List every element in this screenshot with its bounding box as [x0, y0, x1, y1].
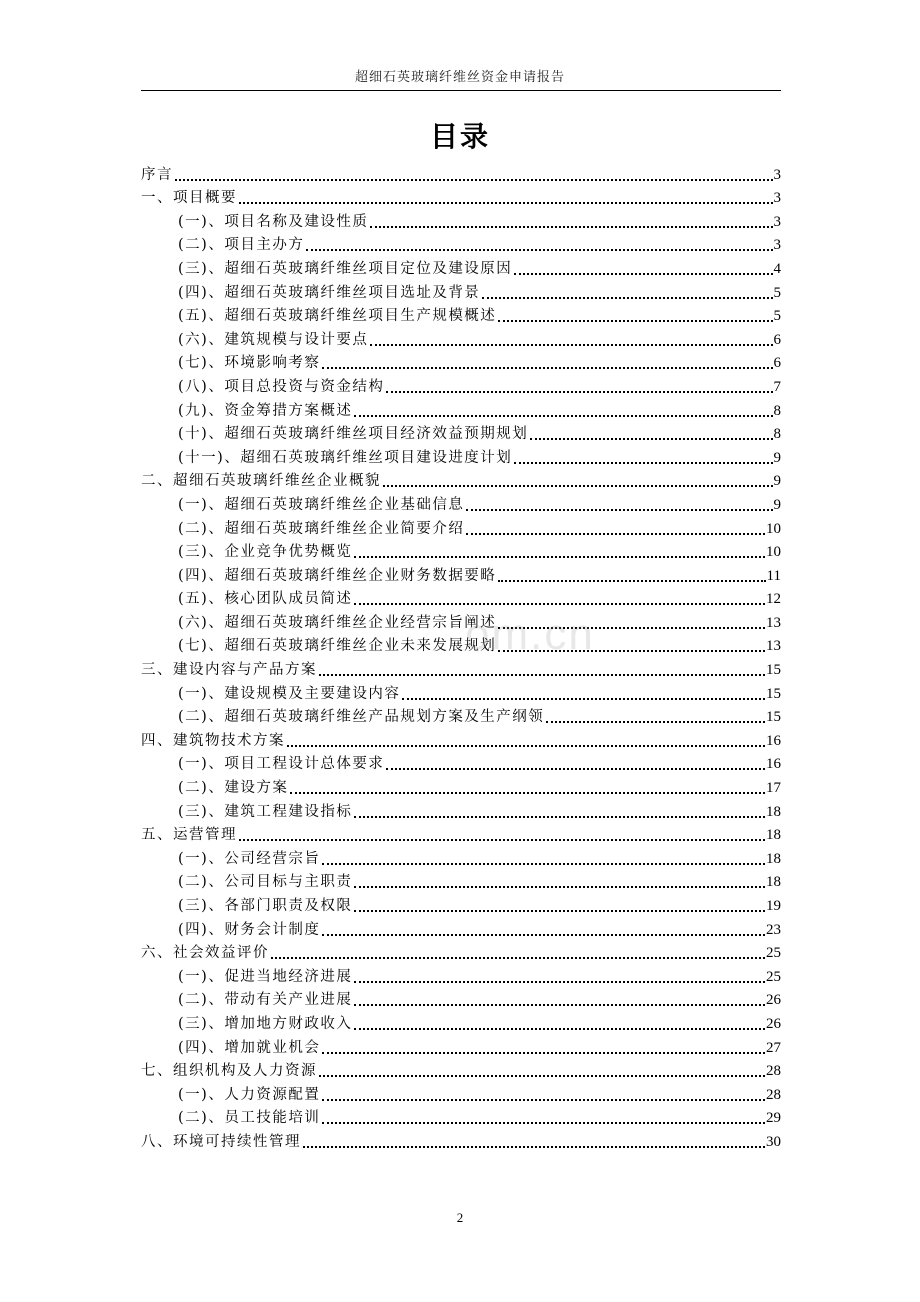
toc-entry[interactable]	[141, 917, 781, 941]
toc-dot-leader	[239, 202, 773, 204]
toc-entry-title: (一)、超细石英玻璃纤维丝企业基础信息	[178, 496, 465, 513]
toc-entry-page: 28	[766, 1086, 781, 1103]
toc-dot-leader	[370, 344, 772, 346]
toc-entry-title: 一、项目概要	[141, 190, 237, 207]
toc-entry-title: (二)、员工技能培训	[178, 1110, 321, 1127]
toc-entry[interactable]	[141, 799, 781, 823]
toc-entry-page: 10	[766, 544, 781, 561]
toc-entry-page: 16	[766, 756, 781, 773]
toc-entry-title: 五、运营管理	[141, 827, 237, 844]
toc-dot-leader	[383, 485, 773, 487]
toc-entry-page: 5	[773, 308, 781, 325]
toc-entry-title: 二、超细石英玻璃纤维丝企业概貌	[141, 473, 381, 490]
toc-entry-page: 18	[766, 803, 781, 820]
toc-dot-leader	[306, 249, 772, 251]
page-title: 目录	[429, 120, 490, 153]
toc-entry-title: (二)、建设方案	[178, 780, 289, 797]
toc-dot-leader	[402, 698, 765, 700]
toc-entry-page: 13	[766, 638, 781, 655]
toc-entry[interactable]	[141, 516, 781, 540]
toc-entry[interactable]	[141, 587, 781, 611]
toc-entry-title: (二)、项目主办方	[178, 237, 305, 254]
toc-entry-page: 5	[773, 284, 781, 301]
toc-entry-page: 3	[773, 166, 781, 183]
toc-entry-page: 11	[766, 567, 781, 584]
toc-entry-page: 18	[766, 850, 781, 867]
toc-entry-page: 9	[773, 496, 781, 513]
toc-dot-leader	[466, 533, 765, 535]
toc-entry-page: 26	[766, 1015, 781, 1032]
toc-dot-leader	[290, 792, 765, 794]
toc-entry-title: (二)、超细石英玻璃纤维丝企业简要介绍	[178, 520, 465, 537]
toc-entry-title: (一)、建设规模及主要建设内容	[178, 685, 401, 702]
toc-entry[interactable]	[141, 634, 781, 658]
toc-dot-leader	[322, 863, 765, 865]
toc-entry[interactable]	[141, 162, 781, 186]
toc-entry-page: 23	[766, 921, 781, 938]
toc-entry-title: (四)、增加就业机会	[178, 1039, 321, 1056]
toc-dot-leader	[514, 462, 772, 464]
toc-entry-title: (七)、超细石英玻璃纤维丝企业未来发展规划	[178, 638, 497, 655]
toc-entry[interactable]	[141, 398, 781, 422]
toc-entry-page: 30	[766, 1133, 781, 1150]
toc-dot-leader	[546, 721, 765, 723]
toc-entry-title: 序言	[141, 166, 173, 183]
toc-entry-page: 3	[773, 213, 781, 230]
toc-entry-page: 15	[766, 662, 781, 679]
toc-dot-leader	[386, 768, 765, 770]
toc-entry-page: 8	[773, 402, 781, 419]
toc-dot-leader	[239, 839, 765, 841]
toc-entry[interactable]	[141, 1082, 781, 1106]
toc-entry[interactable]	[141, 469, 781, 493]
toc-entry-page: 25	[766, 968, 781, 985]
toc-entry-title: 六、社会效益评价	[141, 945, 269, 962]
toc-entry-title: (三)、企业竞争优势概览	[178, 544, 353, 561]
toc-entry-page: 28	[766, 1063, 781, 1080]
toc-entry-title: (九)、资金筹措方案概述	[178, 402, 353, 419]
toc-dot-leader	[322, 1122, 765, 1124]
toc-entry[interactable]	[141, 256, 781, 280]
toc-entry-page: 27	[766, 1039, 781, 1056]
toc-entry-page: 3	[773, 237, 781, 254]
toc-entry-page: 4	[773, 260, 781, 277]
toc-entry-title: (七)、环境影响考察	[178, 355, 321, 372]
toc-entry-page: 29	[766, 1110, 781, 1127]
toc-entry[interactable]	[141, 492, 781, 516]
toc-entry-title: (一)、人力资源配置	[178, 1086, 321, 1103]
toc-entry-title: (一)、项目工程设计总体要求	[178, 756, 385, 773]
toc-entry[interactable]	[141, 374, 781, 398]
toc-entry[interactable]	[141, 681, 781, 705]
toc-entry-title: (四)、超细石英玻璃纤维丝企业财务数据要略	[178, 567, 497, 584]
toc-entry[interactable]	[141, 657, 781, 681]
toc-entry[interactable]	[141, 941, 781, 965]
toc-dot-leader	[386, 391, 772, 393]
toc-entry-title: (六)、建筑规模与设计要点	[178, 331, 369, 348]
toc-entry-title: 三、建设内容与产品方案	[141, 662, 317, 679]
toc-dot-leader	[354, 603, 765, 605]
header-rule	[141, 90, 781, 91]
toc-entry-title: 四、建筑物技术方案	[141, 732, 285, 749]
toc-entry-page: 15	[766, 685, 781, 702]
toc-dot-leader	[322, 1099, 765, 1101]
toc-entry-title: (三)、增加地方财政收入	[178, 1015, 353, 1032]
toc-entry-page: 3	[773, 190, 781, 207]
toc-entry[interactable]	[141, 870, 781, 894]
toc-dot-leader	[370, 226, 772, 228]
toc-dot-leader	[530, 438, 772, 440]
toc-entry[interactable]	[141, 893, 781, 917]
page-number: 2	[456, 1210, 464, 1225]
toc-entry-page: 17	[766, 780, 781, 797]
toc-dot-leader	[354, 415, 772, 417]
toc-entry-page: 19	[766, 898, 781, 914]
toc-entry-title: (一)、公司经营宗旨	[178, 850, 321, 867]
toc-entry-title: (三)、建筑工程建设指标	[178, 803, 353, 820]
toc-dot-leader	[287, 745, 765, 747]
toc-entry-page: 26	[766, 992, 781, 1009]
toc-dot-leader	[514, 273, 772, 275]
toc-entry-title: (二)、公司目标与主职责	[178, 874, 353, 891]
toc-entry[interactable]	[141, 775, 781, 799]
toc-entry-title: (五)、超细石英玻璃纤维丝项目生产规模概述	[178, 308, 497, 325]
toc-entry-title: (一)、促进当地经济进展	[178, 968, 353, 985]
toc-entry[interactable]	[141, 327, 781, 351]
toc-entry-title: (八)、项目总投资与资金结构	[178, 378, 385, 395]
toc-entry[interactable]	[141, 563, 781, 587]
toc-entry-page: 13	[766, 614, 781, 631]
toc-dot-leader	[354, 910, 765, 912]
toc-entry[interactable]	[141, 705, 781, 729]
toc-entry-page: 10	[766, 520, 781, 537]
toc-entry-title: (二)、超细石英玻璃纤维丝产品规划方案及生产纲领	[178, 709, 545, 726]
toc-dot-leader	[354, 886, 765, 888]
toc-entry[interactable]	[141, 445, 781, 469]
toc-entry[interactable]	[141, 304, 781, 328]
toc-entry-title: (十一)、超细石英玻璃纤维丝项目建设进度计划	[178, 449, 513, 466]
toc-dot-leader	[354, 556, 765, 558]
toc-entry-title: (一)、项目名称及建设性质	[178, 213, 369, 230]
toc-entry-title: (十)、超细石英玻璃纤维丝项目经济效益预期规划	[178, 426, 529, 443]
toc-dot-leader	[482, 297, 772, 299]
toc-entry[interactable]	[141, 422, 781, 446]
toc-entry-page: 9	[773, 473, 781, 490]
toc-dot-leader	[498, 320, 772, 322]
toc-entry-title: (六)、超细石英玻璃纤维丝企业经营宗旨阐述	[178, 614, 497, 631]
toc-entry-title: (三)、各部门职责及权限	[178, 898, 353, 914]
toc-entry-page: 8	[773, 426, 781, 443]
toc-entry[interactable]	[141, 280, 781, 304]
toc-entry[interactable]	[141, 1011, 781, 1035]
toc-entry-title: (三)、超细石英玻璃纤维丝项目定位及建设原因	[178, 260, 513, 277]
toc-dot-leader	[271, 957, 765, 959]
toc-entry[interactable]	[141, 351, 781, 375]
toc-entry[interactable]	[141, 186, 781, 210]
toc-dot-leader	[175, 179, 773, 181]
toc-entry-title: (四)、超细石英玻璃纤维丝项目选址及背景	[178, 284, 481, 301]
toc-dot-leader	[354, 981, 765, 983]
toc-dot-leader	[466, 509, 772, 511]
toc-dot-leader	[322, 367, 772, 369]
toc-dot-leader	[319, 674, 765, 676]
toc-entry-page: 12	[766, 591, 781, 608]
toc-entry[interactable]	[141, 728, 781, 752]
toc-entry-page: 15	[766, 709, 781, 726]
toc-entry[interactable]	[141, 233, 781, 257]
toc-entry[interactable]	[141, 988, 781, 1012]
running-header: 超细石英玻璃纤维丝资金申请报告	[354, 70, 565, 85]
toc-dot-leader	[498, 580, 765, 582]
toc-entry-title: 七、组织机构及人力资源	[141, 1063, 317, 1080]
toc-entry-page: 9	[773, 449, 781, 466]
table-of-contents	[141, 162, 781, 1153]
watermark: om.cn	[465, 610, 595, 659]
toc-entry[interactable]	[141, 823, 781, 847]
toc-entry[interactable]	[141, 964, 781, 988]
toc-entry-page: 6	[773, 331, 781, 348]
toc-dot-leader	[322, 1052, 765, 1054]
toc-entry-page: 25	[766, 945, 781, 962]
toc-entry-title: 八、环境可持续性管理	[141, 1133, 301, 1150]
toc-entry-title: (四)、财务会计制度	[178, 921, 321, 938]
toc-entry[interactable]	[141, 610, 781, 634]
toc-entry[interactable]	[141, 1059, 781, 1083]
toc-entry[interactable]	[141, 540, 781, 564]
toc-entry-page: 7	[773, 378, 781, 395]
toc-entry-page: 6	[773, 355, 781, 372]
toc-entry-page: 18	[766, 874, 781, 891]
toc-entry[interactable]	[141, 752, 781, 776]
toc-entry[interactable]	[141, 846, 781, 870]
toc-entry[interactable]	[141, 209, 781, 233]
toc-dot-leader	[354, 1004, 765, 1006]
toc-dot-leader	[303, 1146, 765, 1148]
toc-entry-title: (五)、核心团队成员简述	[178, 591, 353, 608]
toc-dot-leader	[319, 1075, 765, 1077]
toc-entry[interactable]	[141, 1106, 781, 1130]
toc-entry-title: (二)、带动有关产业进展	[178, 992, 353, 1009]
toc-entry-page: 18	[766, 827, 781, 844]
toc-entry[interactable]	[141, 1035, 781, 1059]
toc-entry-page: 16	[766, 732, 781, 749]
toc-dot-leader	[354, 1028, 765, 1030]
toc-dot-leader	[354, 816, 765, 818]
toc-dot-leader	[322, 934, 765, 936]
toc-entry[interactable]	[141, 1129, 781, 1153]
